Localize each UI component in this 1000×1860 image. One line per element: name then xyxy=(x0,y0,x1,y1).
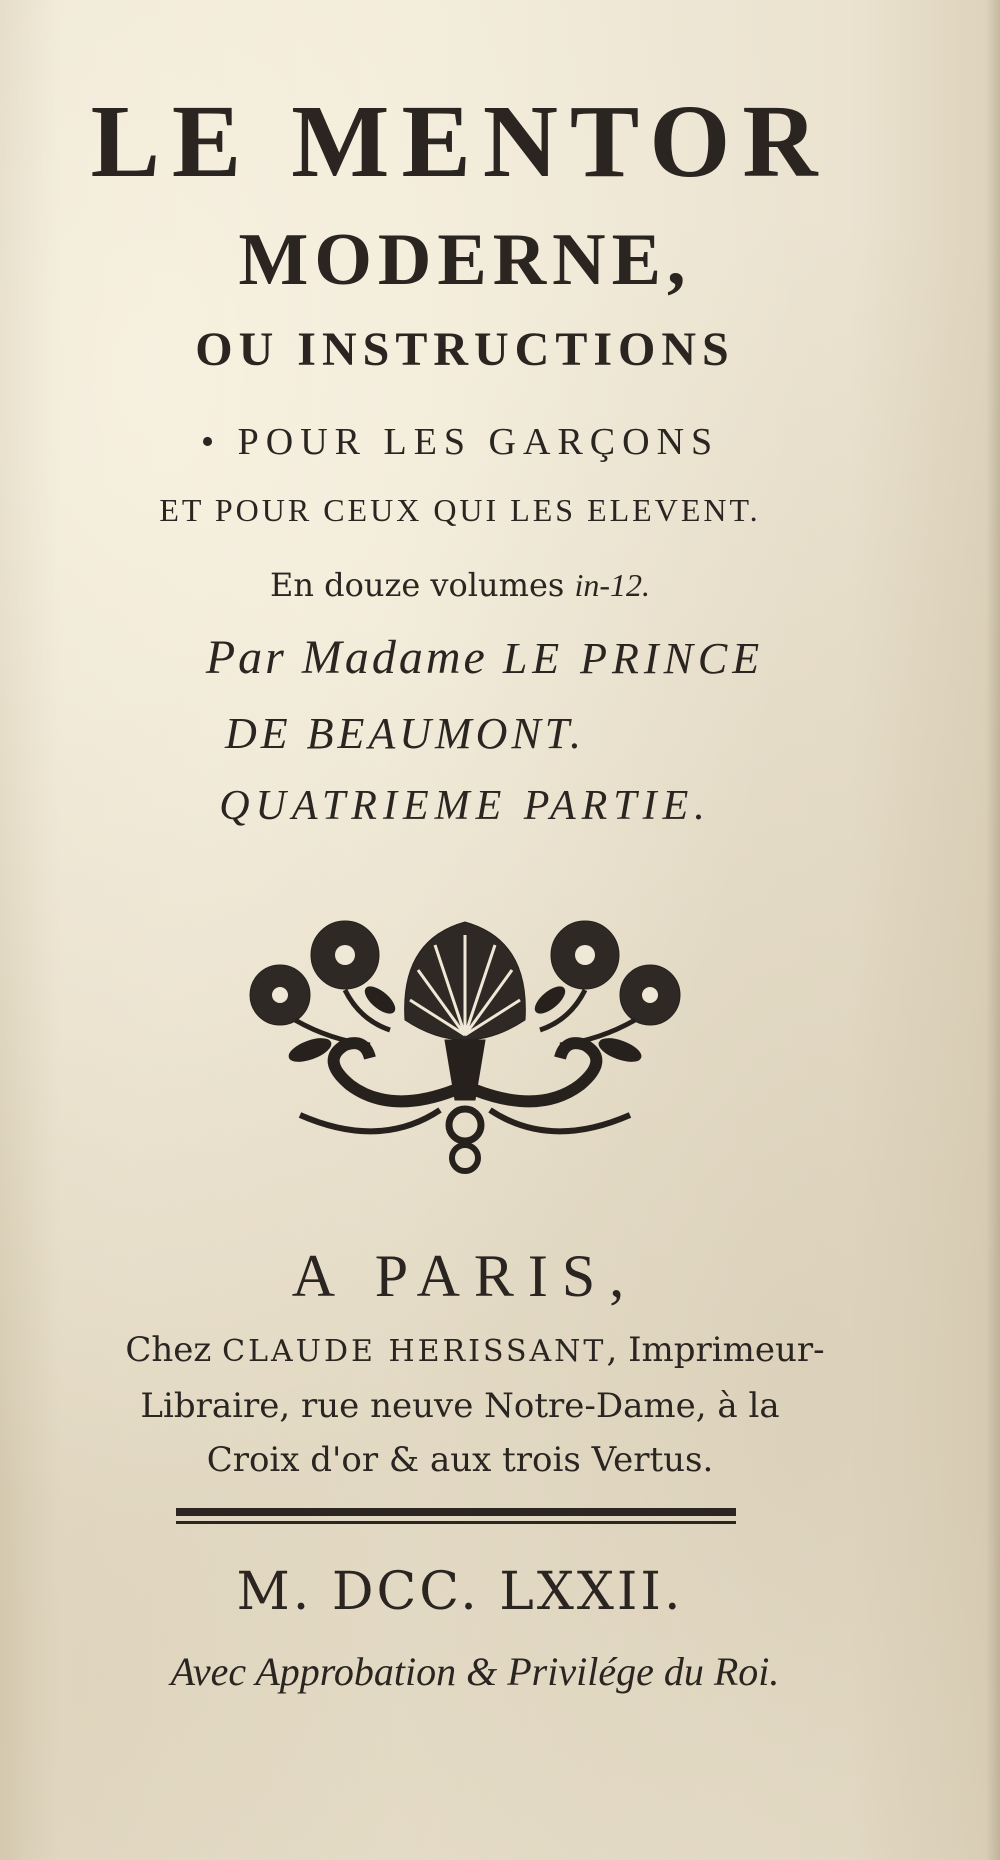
imprint-prefix: Chez xyxy=(125,1330,223,1370)
floral-shell-ornament-icon xyxy=(240,900,690,1190)
title-line-1: LE MENTOR xyxy=(90,84,830,199)
imprint-line-2: Libraire, rue neuve Notre-Dame, à la xyxy=(140,1386,780,1426)
title-line-3: OU INSTRUCTIONS xyxy=(195,323,735,376)
imprint-city: A PARIS, xyxy=(291,1243,639,1309)
author-name: LE PRINCE xyxy=(502,634,765,683)
imprint-line-1 xyxy=(0,1330,975,1370)
imprint-suffix: , Imprimeur- xyxy=(606,1330,825,1370)
author-line-2: DE BEAUMONT. xyxy=(224,709,586,758)
part-label: QUATRIEME PARTIE. xyxy=(219,783,711,829)
imprint-line-3: Croix d'or & aux trois Vertus. xyxy=(206,1440,714,1480)
printer-name: CLAUDE HERISSANT xyxy=(222,1334,607,1369)
volumes-line xyxy=(0,566,960,604)
publication-year: M. DCC. LXXII. xyxy=(236,1562,684,1622)
volumes-format: in-12. xyxy=(574,567,651,603)
royal-privilege: Avec Approbation & Privilége du Roi. xyxy=(170,1649,780,1694)
title-line-5: ET POUR CEUX QUI LES ELEVENT. xyxy=(159,492,761,528)
double-rule-divider xyxy=(176,1508,736,1528)
author-prefix: Par Madame xyxy=(205,631,503,684)
author-line-1 xyxy=(0,630,985,685)
title-line-2: MODERNE, xyxy=(238,219,692,301)
thick-rule xyxy=(176,1508,736,1516)
volumes-text: En douze volumes xyxy=(269,566,575,604)
thin-rule xyxy=(176,1521,736,1524)
title-line-4: • POUR LES GARÇONS xyxy=(200,421,720,463)
